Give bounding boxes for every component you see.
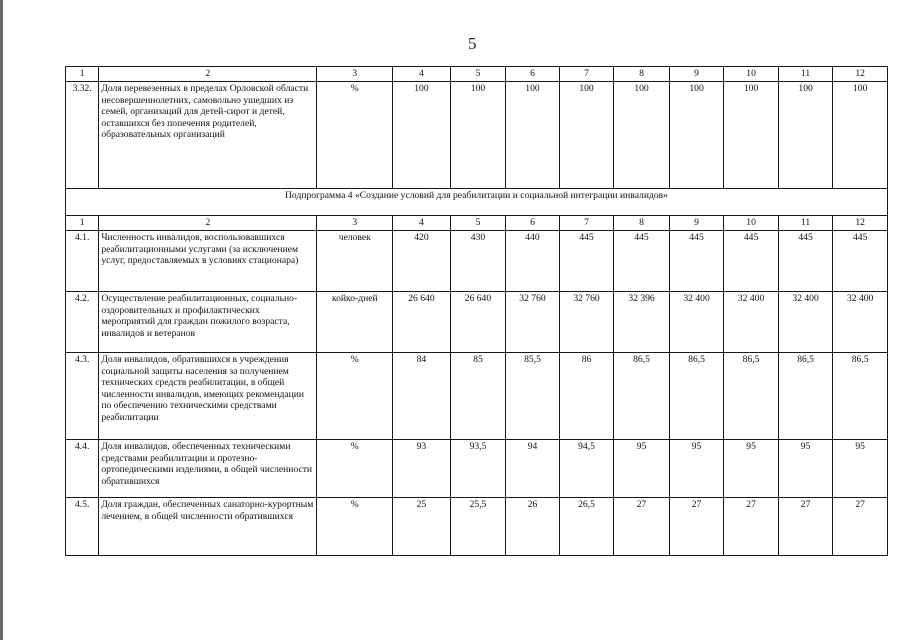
page-number: 5 bbox=[468, 34, 477, 53]
value-cell: 86,5 bbox=[669, 353, 724, 440]
value-cell: 86,5 bbox=[778, 353, 833, 440]
header-cell: 6 bbox=[506, 216, 560, 231]
value-cell: 27 bbox=[724, 498, 779, 556]
value-cell: 95 bbox=[833, 440, 888, 498]
value-cell: 100 bbox=[506, 82, 560, 189]
unit: % bbox=[317, 498, 393, 556]
value-cell: 100 bbox=[614, 82, 670, 189]
row-number: 4.5. bbox=[66, 498, 99, 556]
value-cell: 86,5 bbox=[614, 353, 670, 440]
column-number-header-row bbox=[66, 67, 888, 82]
value-cell: 93 bbox=[393, 440, 451, 498]
value-cell: 86 bbox=[559, 353, 614, 440]
value-cell: 100 bbox=[450, 82, 506, 189]
value-cell: 32 760 bbox=[506, 292, 560, 353]
value-cell: 430 bbox=[450, 231, 506, 292]
value-cell: 26 640 bbox=[450, 292, 506, 353]
row-number: 4.1. bbox=[66, 231, 99, 292]
unit: человек bbox=[317, 231, 393, 292]
page-scan-edge bbox=[0, 0, 3, 640]
row-number: 4.4. bbox=[66, 440, 99, 498]
table-row bbox=[66, 440, 888, 498]
header-cell: 8 bbox=[614, 67, 670, 82]
indicator-name: Осуществление реабилитационных, социально-оздоровительных и профилактических мероприятий для граждан пожилого возраста, инвалидов и ветеранов bbox=[99, 292, 317, 353]
value-cell: 25,5 bbox=[450, 498, 506, 556]
value-cell: 26,5 bbox=[559, 498, 614, 556]
header-cell: 4 bbox=[393, 216, 451, 231]
value-cell: 100 bbox=[778, 82, 833, 189]
value-cell: 100 bbox=[724, 82, 779, 189]
value-cell: 27 bbox=[778, 498, 833, 556]
unit: % bbox=[317, 82, 393, 189]
header-cell: 11 bbox=[778, 216, 833, 231]
header-cell: 9 bbox=[669, 67, 724, 82]
unit: % bbox=[317, 440, 393, 498]
value-cell: 32 400 bbox=[669, 292, 724, 353]
indicator-name: Доля инвалидов, обеспеченных техническими средствами реабилитации и протезно-ортопедическими изделиями, в общей численности обратившихся bbox=[99, 440, 317, 498]
value-cell: 445 bbox=[724, 231, 779, 292]
subprogram-row bbox=[66, 189, 888, 216]
header-cell: 1 bbox=[66, 67, 99, 82]
header-cell: 9 bbox=[669, 216, 724, 231]
value-cell: 94,5 bbox=[559, 440, 614, 498]
value-cell: 100 bbox=[393, 82, 451, 189]
header-cell: 10 bbox=[724, 67, 779, 82]
value-cell: 95 bbox=[778, 440, 833, 498]
indicator-name: Доля граждан, обеспеченных санаторно-курортным лечением, в общей численности обратившихся bbox=[99, 498, 317, 556]
header-cell: 5 bbox=[450, 216, 506, 231]
value-cell: 85,5 bbox=[506, 353, 560, 440]
value-cell: 445 bbox=[778, 231, 833, 292]
unit: койко-дней bbox=[317, 292, 393, 353]
table-row bbox=[66, 292, 888, 353]
value-cell: 27 bbox=[669, 498, 724, 556]
header-cell: 12 bbox=[833, 67, 888, 82]
value-cell: 445 bbox=[833, 231, 888, 292]
indicator-name: Численность инвалидов, воспользовавшихся реабилитационными услугами (за исключением услуг, предоставляемых в условиях стационара) bbox=[99, 231, 317, 292]
value-cell: 100 bbox=[833, 82, 888, 189]
value-cell: 100 bbox=[669, 82, 724, 189]
value-cell: 25 bbox=[393, 498, 451, 556]
value-cell: 445 bbox=[669, 231, 724, 292]
header-cell: 6 bbox=[506, 67, 560, 82]
header-cell: 7 bbox=[559, 216, 614, 231]
value-cell: 86,5 bbox=[724, 353, 779, 440]
subprogram-title: Подпрограмма 4 «Создание условий для реабилитации и социальной интеграции инвалидов» bbox=[66, 189, 888, 216]
row-number: 4.3. bbox=[66, 353, 99, 440]
value-cell: 27 bbox=[833, 498, 888, 556]
header-cell: 3 bbox=[317, 67, 393, 82]
value-cell: 86,5 bbox=[833, 353, 888, 440]
value-cell: 26 640 bbox=[393, 292, 451, 353]
header-cell: 3 bbox=[317, 216, 393, 231]
header-cell: 1 bbox=[66, 216, 99, 231]
table-row bbox=[66, 82, 888, 189]
header-cell: 5 bbox=[450, 67, 506, 82]
value-cell: 32 400 bbox=[833, 292, 888, 353]
row-number: 3.32. bbox=[66, 82, 99, 189]
table-row bbox=[66, 353, 888, 440]
header-cell: 4 bbox=[393, 67, 451, 82]
value-cell: 93,5 bbox=[450, 440, 506, 498]
header-cell: 2 bbox=[99, 216, 317, 231]
value-cell: 420 bbox=[393, 231, 451, 292]
value-cell: 32 760 bbox=[559, 292, 614, 353]
value-cell: 445 bbox=[559, 231, 614, 292]
value-cell: 32 400 bbox=[778, 292, 833, 353]
header-cell: 11 bbox=[778, 67, 833, 82]
value-cell: 440 bbox=[506, 231, 560, 292]
header-cell: 2 bbox=[99, 67, 317, 82]
value-cell: 85 bbox=[450, 353, 506, 440]
header-cell: 10 bbox=[724, 216, 779, 231]
unit: % bbox=[317, 353, 393, 440]
header-cell: 8 bbox=[614, 216, 670, 231]
value-cell: 94 bbox=[506, 440, 560, 498]
column-number-header-row bbox=[66, 216, 888, 231]
indicator-name: Доля инвалидов, обратившихся в учреждения социальной защиты населения за получением технических средств реабилитации, в общей численности инвалидов, имеющих рекомендации по обеспечению техническими средствами реабилитации bbox=[99, 353, 317, 440]
value-cell: 100 bbox=[559, 82, 614, 189]
indicator-name: Доля перевезенных в пределах Орловской области несовершеннолетних, самовольно ушедших из семей, организаций для детей-сирот и детей, оставшихся без попечения родителей, образовательных организаций bbox=[99, 82, 317, 189]
value-cell: 32 396 bbox=[614, 292, 670, 353]
table-row bbox=[66, 231, 888, 292]
value-cell: 32 400 bbox=[724, 292, 779, 353]
table-row bbox=[66, 498, 888, 556]
value-cell: 95 bbox=[614, 440, 670, 498]
indicators-table bbox=[65, 66, 888, 556]
value-cell: 445 bbox=[614, 231, 670, 292]
header-cell: 12 bbox=[833, 216, 888, 231]
value-cell: 95 bbox=[669, 440, 724, 498]
value-cell: 95 bbox=[724, 440, 779, 498]
value-cell: 84 bbox=[393, 353, 451, 440]
value-cell: 27 bbox=[614, 498, 670, 556]
value-cell: 26 bbox=[506, 498, 560, 556]
row-number: 4.2. bbox=[66, 292, 99, 353]
header-cell: 7 bbox=[559, 67, 614, 82]
